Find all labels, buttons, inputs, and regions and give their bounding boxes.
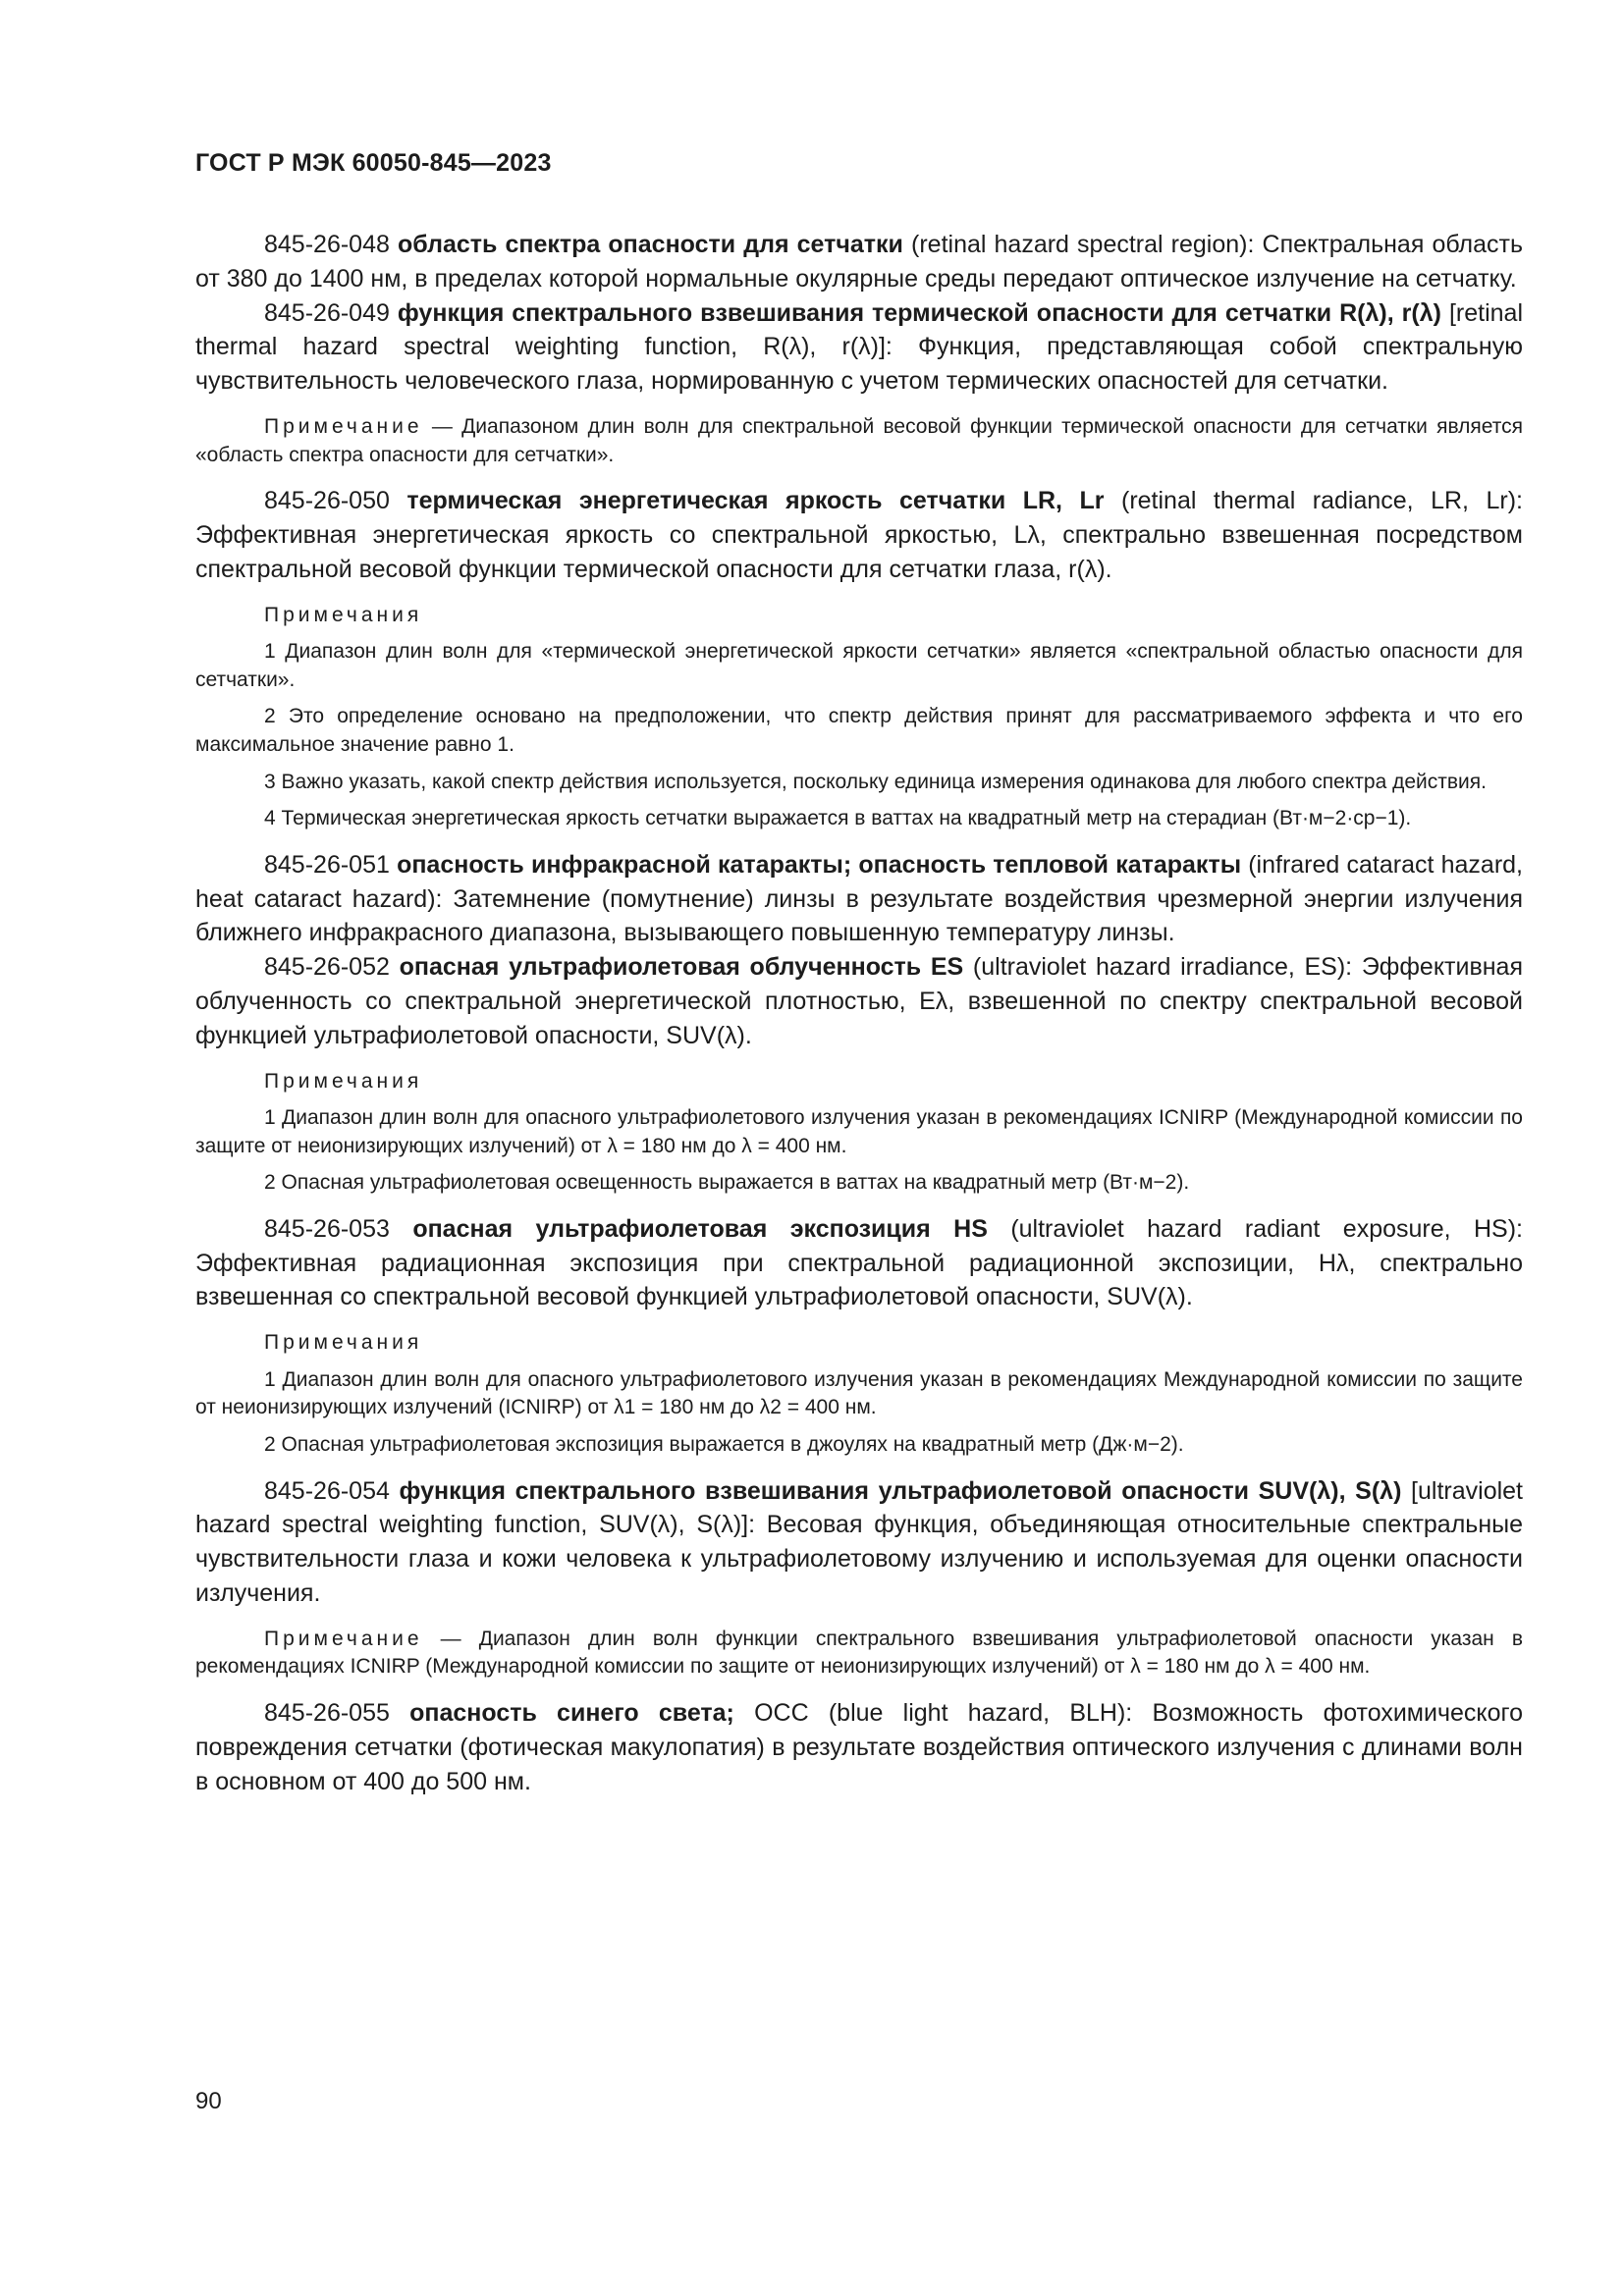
term-entry-048: [195, 228, 1523, 296]
note-050-1: 1 Диапазон длин волн для «термической энергетической яркости сетчатки» является «спектральной областью опасности для сетчатки».: [195, 640, 1523, 691]
term-entry-053: [195, 1212, 1523, 1314]
term-number: 845-26-050: [264, 487, 407, 515]
term-entry-055: [195, 1696, 1523, 1798]
note-049: [195, 413, 1523, 469]
note-052-1: 1 Диапазон длин волн для опасного ультрафиолетового излучения указан в рекомендациях ICNIRP (Международной комиссии по защите от неионизирующих излучений) от λ = 180 нм до λ = 400 нм.: [195, 1106, 1523, 1157]
note-053-2: 2 Опасная ультрафиолетовая экспозиция выражается в джоулях на квадратный метр (Дж·м−2).: [264, 1433, 1184, 1457]
term-name: опасная ультрафиолетовая экспозиция HS: [412, 1214, 988, 1243]
term-number: 845-26-054: [264, 1476, 400, 1505]
term-entry-049: [195, 296, 1523, 399]
term-definition: (retinal thermal radiance, LR, Lr): Эффективная энергетическая яркость со спектральной яркостью, Lλ, спектрально взвешенная посредством спектральной весовой функции термической опасности для сетчатки глаза, r(λ).: [195, 487, 1523, 583]
term-name: область спектра опасности для сетчатки: [397, 231, 903, 258]
term-number: 845-26-053: [264, 1214, 413, 1243]
term-name: опасность синего света;: [409, 1699, 734, 1728]
term-definition: [ultraviolet hazard spectral weighting function, SUV(λ), S(λ)]: Весовая функция, объединяющая относительные спектральные чувствительности глаза и кожи человека к ультрафиолетовому излучению и используемая для оценки опасности излучения.: [195, 1476, 1523, 1608]
term-name: опасная ультрафиолетовая облученность ES: [399, 953, 964, 982]
term-number: 845-26-051: [264, 850, 398, 879]
term-number: 845-26-048: [264, 231, 398, 258]
term-definition: ОСС (blue light hazard, BLH): Возможность фотохимического повреждения сетчатки (фотическая макулопатия) в результате воздействия оптического излучения с длинами волн в основном от 400 до 500 нм.: [195, 1699, 1523, 1795]
term-definition: (ultraviolet hazard radiant exposure, HS): Эффективная радиационная экспозиция при спектральной радиационной экспозиции, Hλ, спектрально взвешенная со спектральной весовой функцией ультрафиолетовой опасности, SUV(λ).: [195, 1214, 1523, 1311]
term-name: функция спектрального взвешивания термической опасности для сетчатки R(λ), r(λ): [397, 298, 1441, 327]
note-label: Примечание: [264, 414, 423, 438]
term-definition: [retinal thermal hazard spectral weighting function, R(λ), r(λ)]: Функция, представляющая собой спектральную чувствительность человеческого глаза, нормированную с учетом термических опасностей для сетчатки.: [195, 298, 1524, 396]
term-number: 845-26-055: [264, 1699, 410, 1728]
term-entry-051: [195, 848, 1523, 950]
note-text: — Диапазоном длин волн для спектральной весовой функции термической опасности для сетчатки является «область спектра опасности для сетчатки».: [195, 414, 1523, 466]
term-name: термическая энергетическая яркость сетчатки LR, Lr: [406, 487, 1105, 515]
term-number: 845-26-049: [264, 298, 398, 327]
note-050-2: 2 Это определение основано на предположении, что спектр действия принят для рассматриваемого эффекта и что его максимальное значение равно 1.: [195, 705, 1523, 756]
term-number: 845-26-052: [264, 953, 400, 982]
term-definition: (ultraviolet hazard irradiance, ES): Эффективная облученность со спектральной энергетической плотностью, Eλ, взвешенной по спектру спектральной весовой функцией ультрафиолетовой опасности, SUV(λ).: [195, 953, 1524, 1049]
note-text: — Диапазон длин волн функции спектрального взвешивания ультрафиолетовой опасности указан в рекомендациях ICNIRP (Международной комиссии по защите от неионизирующих излучений) от λ = 180 нм до λ = 400 нм.: [195, 1627, 1523, 1679]
note-053-1: 1 Диапазон длин волн для опасного ультрафиолетового излучения указан в рекомендациях Международной комиссии по защите от неионизирующих излучений (ICNIRP) от λ1 = 180 нм до λ2 = 400 нм.: [195, 1367, 1523, 1419]
note-050-4: 4 Термическая энергетическая яркость сетчатки выражается в ваттах на квадратный метр на стерадиан (Вт·м−2·ср−1).: [264, 807, 1412, 830]
term-entry-054: [195, 1474, 1523, 1611]
document-header: ГОСТ Р МЭК 60050-845—2023: [195, 149, 552, 177]
notes-heading-053: Примечания: [264, 1331, 423, 1355]
document-body: [195, 228, 1523, 1798]
notes-heading-052: Примечания: [264, 1069, 423, 1093]
note-052-2: 2 Опасная ультрафиолетовая освещенность выражается в ваттах на квадратный метр (Вт·м−2).: [264, 1171, 1190, 1195]
term-definition: (retinal hazard spectral region): Спектральная область от 380 до 1400 нм, в пределах которой нормальные окулярные среды передают оптическое излучение на сетчатку.: [195, 231, 1524, 293]
term-entry-052: [195, 950, 1523, 1052]
term-name: функция спектрального взвешивания ультрафиолетовой опасности SUV(λ), S(λ): [399, 1476, 1402, 1505]
page-number: 90: [195, 2088, 222, 2114]
note-050-3: 3 Важно указать, какой спектр действия используется, поскольку единица измерения одинакова для любого спектра действия.: [264, 770, 1487, 793]
term-definition: (infrared cataract hazard, heat cataract hazard): Затемнение (помутнение) линзы в результате воздействия чрезмерной энергии излучения ближнего инфракрасного диапазона, вызывающего повышенную температуру линзы.: [195, 850, 1523, 947]
note-054: [195, 1626, 1523, 1682]
notes-heading-050: Примечания: [264, 603, 423, 626]
note-label: Примечание: [264, 1627, 423, 1650]
term-name: опасность инфракрасной катаракты; опасность тепловой катаракты: [397, 850, 1242, 879]
term-entry-050: [195, 484, 1523, 586]
